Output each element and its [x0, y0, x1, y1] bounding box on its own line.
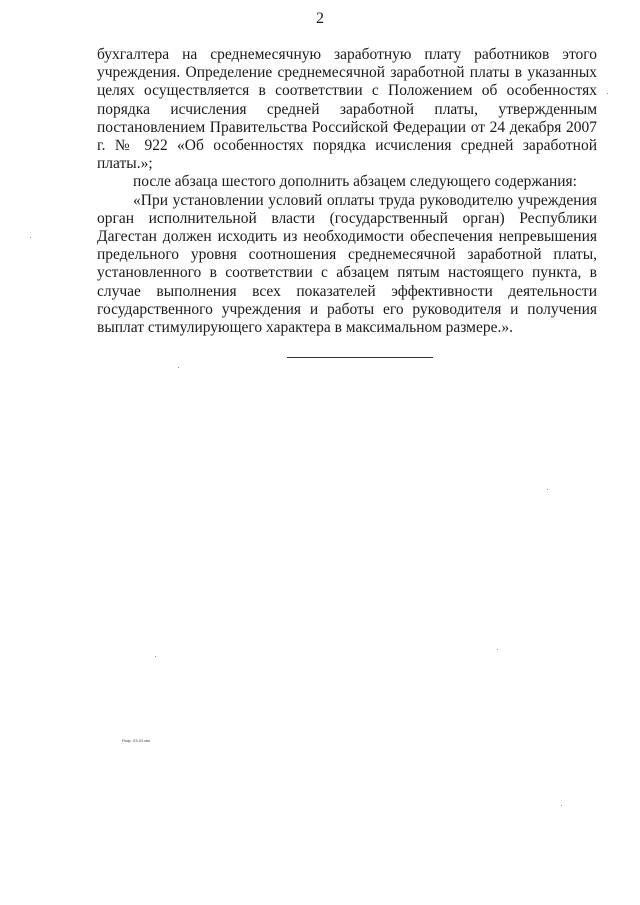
footer-code: Разр. 03-03 мм — [122, 738, 150, 743]
scan-speck — [155, 656, 156, 657]
paragraph-instruction: после абзаца шестого дополнить абзацем следующего содержания: — [133, 173, 577, 191]
scan-speck — [547, 489, 548, 490]
scan-speck — [178, 367, 179, 368]
page-number: 2 — [316, 10, 324, 27]
scan-speck — [607, 93, 608, 94]
paragraph-continuation: бухгалтера на среднемесячную заработную плату работников этого учреждения. Определение среднемесячной заработной платы в указанных целях осуществляется в соответствии с Положением об особенностях порядка исчисления средней заработной платы, утвержденным постановлением Правительства Российской Федерации от 24 декабря 2007 г. № 922 «Об особенностях порядка исчисления средней заработной платы.»; — [97, 46, 597, 173]
paragraph-quoted-amendment: «При установлении условий оплаты труда руководителю учреждения орган исполнительной власти (государственный орган) Республики Дагестан должен исходить из необходимости обеспечения непревышения предельного уровня соотношения среднемесячной заработной платы, установленного в соответствии с абзацем пятым настоящего пункта, в случае выполнения всех показателей эффективности деятельности государственного учреждения и работы его руководителя и получения выплат стимулирующего характера в максимальном размере.». — [97, 191, 597, 337]
end-separator-line — [287, 357, 433, 358]
document-body — [97, 46, 597, 337]
scan-speck — [561, 805, 562, 806]
scan-speck — [30, 237, 31, 238]
scan-speck — [497, 649, 498, 650]
